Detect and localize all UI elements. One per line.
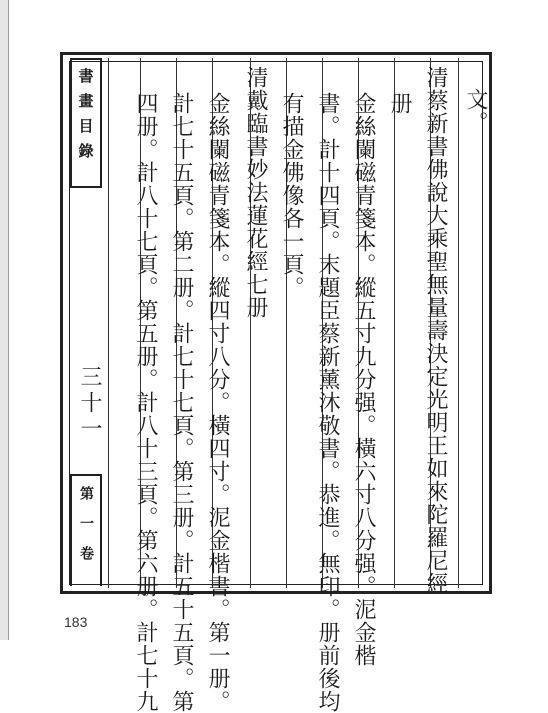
text-column: 書。計十四頁。末題臣蔡新薰沐敬書。恭進。無印。册前後均 — [315, 92, 340, 713]
volume-box — [70, 474, 102, 586]
page-number: 183 — [64, 614, 88, 630]
column-rule — [108, 58, 109, 588]
text-column: 計七十五頁。第二册。計七十七頁。第三册。計五十五頁。第 — [169, 92, 194, 713]
text-column: 清蔡新書佛說大乘聖無量壽決定光明王如來陀羅尼經 — [423, 66, 448, 595]
volume-label: 第一卷 — [78, 486, 94, 576]
folio-number: 三十一 — [77, 365, 102, 443]
text-column: 文。 — [463, 88, 488, 134]
text-column: 四册。計八十七頁。第五册。計八十三頁。第六册。計七十九 — [133, 92, 158, 713]
column-rule — [394, 58, 395, 588]
column-rule — [458, 58, 459, 588]
book-title-box — [70, 58, 102, 188]
book-title: 書畫目錄 — [76, 68, 95, 168]
text-column: 有描金佛像各一頁。 — [279, 92, 304, 299]
text-column: 金絲闌磁青箋本。縱四寸八分。橫四寸。泥金楷書。第一册。 — [205, 92, 230, 713]
text-column: 册 — [387, 92, 412, 115]
text-column: 金絲闌磁青箋本。縱五寸九分强。橫六寸八分强。泥金楷 — [351, 92, 376, 667]
text-column: 清戴臨書妙法蓮花經七册 — [243, 66, 268, 319]
book-spine-edge — [0, 0, 9, 640]
